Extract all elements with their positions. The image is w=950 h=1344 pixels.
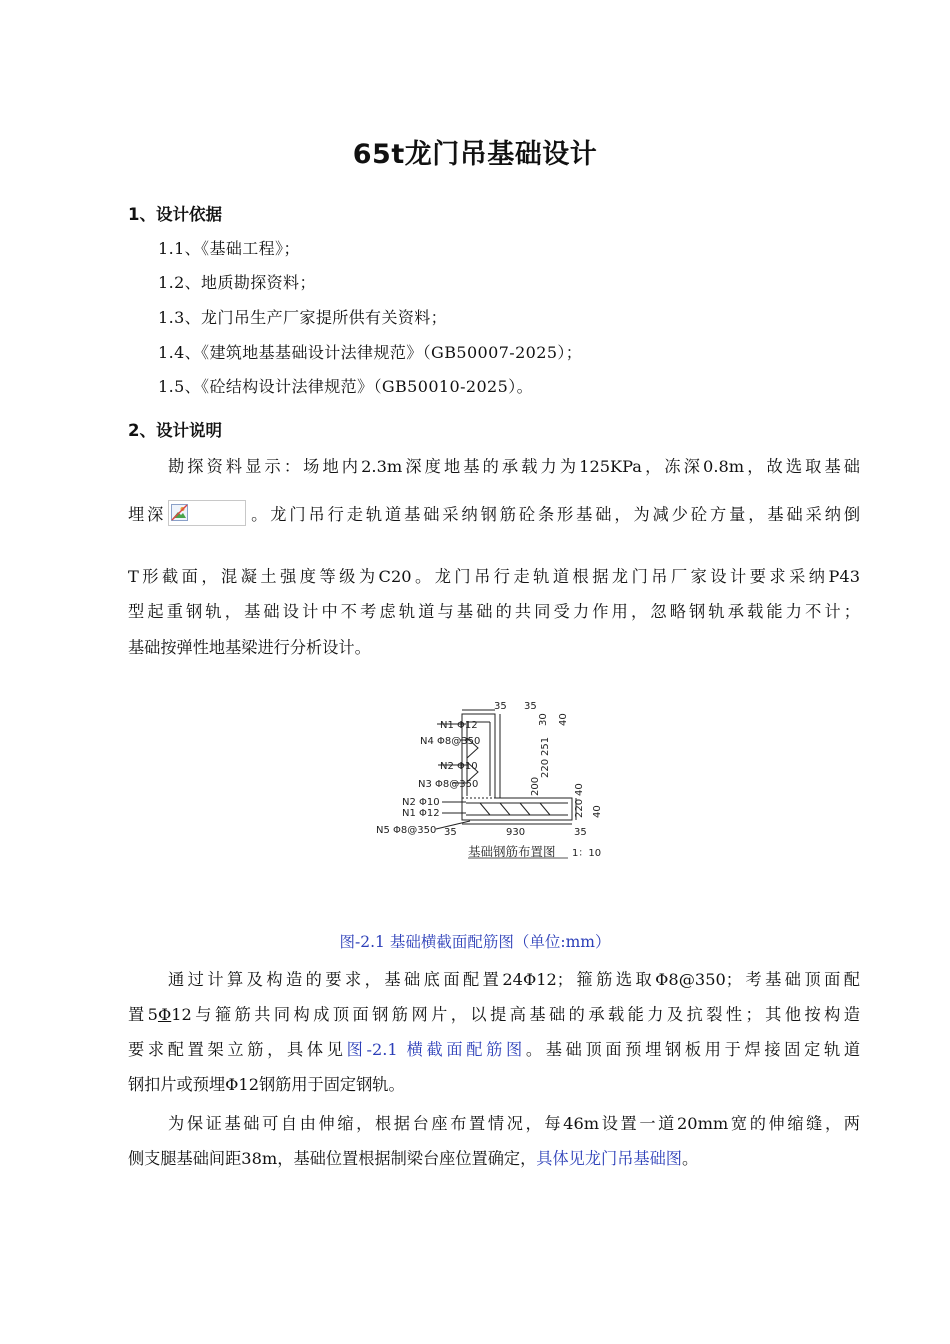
rebar-symbol: Φ [157, 1005, 172, 1024]
paragraph-line: 勘探资料显示：场地内2.3m深度地基的承载力为125KPa，冻深0.8m，故选取基础 [168, 457, 860, 476]
dim-251: 251 [540, 736, 551, 756]
broken-image-placeholder [168, 500, 246, 526]
paragraph-text: 置5 [128, 1005, 158, 1024]
figure-caption: 图-2.1 基础横截面配筋图（单位:mm） [339, 933, 611, 951]
paragraph-text: 。龙门吊行走轨道基础采纳钢筋砼条形基础，为减少砼方量，基础采纳倒 [248, 505, 861, 524]
dim-220-a: 220 [540, 758, 551, 778]
label-n1-top: N1 Φ12 [440, 720, 478, 731]
paragraph-line: 钢扣片或预埋Φ12钢筋用于固定钢轨。 [128, 1075, 405, 1094]
figure-scale: 1：10 [572, 848, 602, 859]
dim-40-b: 40 [574, 783, 585, 796]
section-heading-basis: 1、设计依据 [128, 205, 222, 224]
foundation-drawing-link[interactable]: 具体见龙门吊基础图 [536, 1149, 682, 1168]
flange-ties [480, 803, 550, 815]
label-n2-mid: N2 Φ10 [440, 761, 478, 772]
paragraph-text: 。 [681, 1149, 699, 1168]
paragraph-text: 侧支腿基础间距38m，基础位置根据制梁台座位置确定， [128, 1149, 537, 1168]
paragraph-line [128, 1145, 698, 1169]
label-n1-bot: N1 Φ12 [402, 808, 440, 819]
basis-item-2: 1.2、地质勘探资料； [158, 273, 316, 292]
paragraph-line [128, 1001, 860, 1025]
dim-35-a: 35 [494, 701, 507, 712]
page-title: 65t龙门吊基础设计 [352, 139, 598, 170]
paragraph-text: 埋深 [128, 505, 167, 524]
label-n2-bot: N2 Φ10 [402, 797, 440, 808]
section-heading-description: 2、设计说明 [128, 421, 222, 440]
basis-item-4: 1.4、《建筑地基基础设计法律规范》（GB50007-2025）； [158, 343, 583, 362]
rebar-layout-figure [360, 700, 620, 872]
paragraph-line [128, 1036, 860, 1060]
paragraph-line: 基础按弹性地基梁进行分析设计。 [128, 638, 371, 657]
section-outline [462, 714, 572, 820]
dim-35-left: 35 [444, 827, 457, 838]
paragraph-line: 型起重钢轨，基础设计中不考虑轨道与基础的共同受力作用，忽略钢轨承载能力不计； [128, 602, 860, 621]
basis-item-3: 1.3、龙门吊生产厂家提所供有关资料； [158, 308, 448, 327]
paragraph-line: T形截面，混凝土强度等级为C20。龙门吊行走轨道根据龙门吊厂家设计要求采纳P43 [128, 567, 860, 586]
figure-title: 基础钢筋布置图 [468, 844, 556, 859]
dim-200: 200 [530, 776, 541, 796]
basis-item-5: 1.5、《砼结构设计法律规范》（GB50010-2025）。 [158, 377, 534, 396]
paragraph-line [128, 500, 860, 526]
basis-item-1: 1.1、《基础工程》； [158, 239, 300, 258]
paragraph-line: 为保证基础可自由伸缩，根据台座布置情况，每46m设置一道20mm宽的伸缩缝，两 [168, 1114, 860, 1133]
label-n4: N4 Φ8@350 [420, 736, 481, 747]
dim-220-b: 220 [574, 798, 585, 818]
dim-930: 930 [506, 827, 526, 838]
label-n3: N3 Φ8@350 [418, 779, 479, 790]
paragraph-line: 通过计算及构造的要求，基础底面配置24Φ12；箍筋选取Φ8@350；考基础顶面配 [168, 970, 860, 989]
label-n5: N5 Φ8@350 [376, 825, 437, 836]
dim-35-right: 35 [574, 827, 587, 838]
paragraph-text: 要求配置架立筋，具体见 [128, 1040, 347, 1059]
dim-35-b: 35 [524, 701, 537, 712]
dim-40-c: 40 [592, 805, 603, 818]
dim-30: 30 [538, 713, 549, 726]
dim-40-a: 40 [558, 713, 569, 726]
figure-reference-link[interactable]: 图-2.1 横截面配筋图 [346, 1040, 526, 1059]
broken-image-icon [171, 504, 188, 521]
paragraph-text: 12与箍筋共同构成顶面钢筋网片，以提高基础的承载能力及抗裂性；其他按构造 [171, 1005, 860, 1024]
paragraph-text: 。基础顶面预埋钢板用于焊接固定轨道 [525, 1040, 861, 1059]
